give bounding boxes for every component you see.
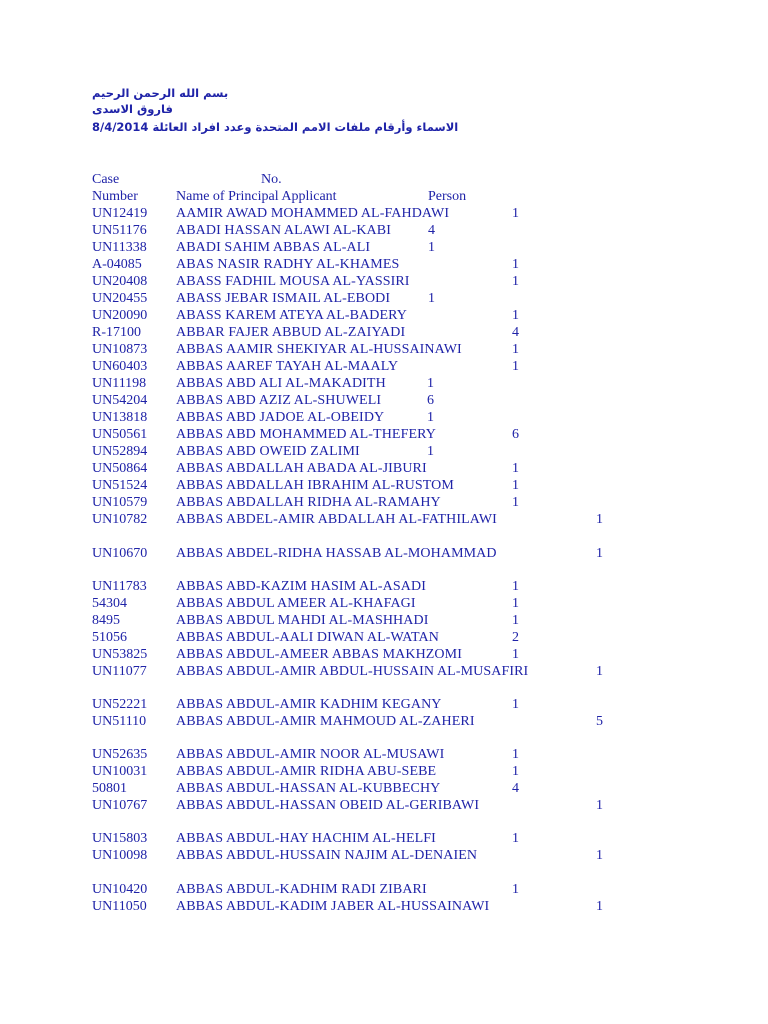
- case-number: UN52221: [92, 697, 148, 712]
- list-item: [0, 763, 768, 780]
- case-number: UN11198: [92, 376, 147, 391]
- person-count: 1: [512, 764, 519, 779]
- case-number: UN10873: [92, 342, 148, 357]
- applicant-name: ABADI SAHIM ABBAS AL-ALI: [176, 240, 371, 255]
- applicant-name: ABBAS ABD MOHAMMED AL-THEFERY: [176, 427, 436, 442]
- list-item: [0, 612, 768, 629]
- case-number: UN50864: [92, 461, 148, 476]
- applicant-name: ABBAS ABDUL-AMIR KADHIM KEGANY: [176, 697, 442, 712]
- list-item: [0, 797, 768, 814]
- case-number: UN10782: [92, 512, 148, 527]
- case-number: 54304: [92, 596, 127, 611]
- case-number: UN51176: [92, 223, 147, 238]
- list-item: [0, 578, 768, 595]
- case-number: UN51110: [92, 714, 147, 729]
- applicant-name: ABBAS ABD JADOE AL-OBEIDY: [176, 410, 385, 425]
- case-number: UN60403: [92, 359, 148, 374]
- case-number: UN52894: [92, 444, 148, 459]
- list-item: [0, 239, 768, 256]
- list-item: [0, 443, 768, 460]
- person-count: 1: [512, 461, 519, 476]
- person-count: 1: [427, 444, 434, 459]
- person-count: 1: [512, 274, 519, 289]
- person-count: 5: [596, 714, 603, 729]
- case-number: R-17100: [92, 325, 141, 340]
- applicant-name: ABBAS ABDUL-KADIM JABER AL-HUSSAINAWI: [176, 899, 490, 914]
- applicant-name: ABBAR FAJER ABBUD AL-ZAIYADI: [176, 325, 406, 340]
- applicant-name: ABBAS ABDALLAH ABADA AL-JIBURI: [176, 461, 427, 476]
- applicant-name: ABBAS ABDEL-RIDHA HASSAB AL-MOHAMMAD: [176, 546, 497, 561]
- applicant-name: ABASS JEBAR ISMAIL AL-EBODI: [176, 291, 391, 306]
- column-persons-header-line1: No.: [261, 172, 282, 187]
- list-item: [0, 663, 768, 680]
- person-count: 1: [512, 308, 519, 323]
- list-item: [0, 646, 768, 663]
- case-number: UN54204: [92, 393, 148, 408]
- person-count: 1: [428, 291, 435, 306]
- list-item: [0, 780, 768, 797]
- case-number: A-04085: [92, 257, 142, 272]
- applicant-name: ABBAS ABD ALI AL-MAKADITH: [176, 376, 386, 391]
- applicant-name: ABASS KAREM ATEYA AL-BADERY: [176, 308, 408, 323]
- list-item: [0, 746, 768, 763]
- person-count: 2: [512, 630, 519, 645]
- applicant-name: ABADI HASSAN ALAWI AL-KABI: [176, 223, 391, 238]
- author-name: فاروق الاسدى: [92, 102, 173, 116]
- person-count: 1: [512, 613, 519, 628]
- list-item: [0, 847, 768, 864]
- list-item: [0, 696, 768, 713]
- person-count: 1: [512, 579, 519, 594]
- person-count: 1: [512, 831, 519, 846]
- list-item: [0, 830, 768, 847]
- person-count: 4: [512, 781, 519, 796]
- list-item: [0, 273, 768, 290]
- person-count: 1: [512, 206, 519, 221]
- case-number: 8495: [92, 613, 120, 628]
- applicant-name: ABBAS ABDUL AMEER AL-KHAFAGI: [176, 596, 416, 611]
- list-item: [0, 256, 768, 273]
- case-number: 51056: [92, 630, 127, 645]
- applicant-name: ABASS FADHIL MOUSA AL-YASSIRI: [176, 274, 410, 289]
- case-number: UN20455: [92, 291, 148, 306]
- list-item: [0, 341, 768, 358]
- case-number: UN11077: [92, 664, 147, 679]
- applicant-name: ABBAS ABDUL-AMIR MAHMOUD AL-ZAHERI: [176, 714, 475, 729]
- person-count: 6: [512, 427, 519, 442]
- case-number: UN20090: [92, 308, 148, 323]
- person-count: 1: [596, 899, 603, 914]
- list-item: [0, 290, 768, 307]
- case-number: UN15803: [92, 831, 148, 846]
- case-number: UN11050: [92, 899, 147, 914]
- applicant-name: ABBAS ABDEL-AMIR ABDALLAH AL-FATHILAWI: [176, 512, 497, 527]
- person-count: 1: [596, 512, 603, 527]
- list-item: [0, 358, 768, 375]
- person-count: 1: [512, 747, 519, 762]
- applicant-name: ABBAS ABDUL-HASSAN OBEID AL-GERIBAWI: [176, 798, 480, 813]
- applicant-name: ABBAS ABDUL-AMIR ABDUL-HUSSAIN AL-MUSAFIRI: [176, 664, 529, 679]
- applicant-name: ABBAS AAMIR SHEKIYAR AL-HUSSAINAWI: [176, 342, 462, 357]
- case-number: UN52635: [92, 747, 148, 762]
- person-count: 1: [596, 546, 603, 561]
- list-item: [0, 595, 768, 612]
- case-number: UN10579: [92, 495, 148, 510]
- list-item: [0, 324, 768, 341]
- list-item: [0, 307, 768, 324]
- list-item: [0, 375, 768, 392]
- list-item: [0, 460, 768, 477]
- person-count: 4: [428, 223, 435, 238]
- list-item: [0, 898, 768, 915]
- person-count: 1: [428, 240, 435, 255]
- applicant-name: ABBAS ABDUL-KADHIM RADI ZIBARI: [176, 882, 427, 897]
- list-item: [0, 494, 768, 511]
- case-number: UN10767: [92, 798, 148, 813]
- person-count: 1: [512, 647, 519, 662]
- person-count: 1: [512, 596, 519, 611]
- document-title-line: [92, 119, 458, 135]
- applicant-name: ABBAS ABD OWEID ZALIMI: [176, 444, 360, 459]
- list-item: [0, 426, 768, 443]
- person-count: 1: [512, 697, 519, 712]
- list-item: [0, 629, 768, 646]
- case-number: UN10670: [92, 546, 148, 561]
- person-count: 1: [512, 257, 519, 272]
- applicant-name: ABBAS AAREF TAYAH AL-MAALY: [176, 359, 399, 374]
- column-case-header-line1: Case: [92, 172, 120, 187]
- case-number: 50801: [92, 781, 127, 796]
- column-name-header: Name of Principal Applicant: [176, 189, 337, 204]
- applicant-name: ABBAS ABDUL-AMIR RIDHA ABU-SEBE: [176, 764, 437, 779]
- applicant-name: ABBAS ABDUL MAHDI AL-MASHHADI: [176, 613, 429, 628]
- list-item: [0, 477, 768, 494]
- person-count: 1: [596, 798, 603, 813]
- case-number: UN50561: [92, 427, 148, 442]
- column-persons-header-line2: Person: [428, 189, 467, 204]
- basmala-line: بسم الله الرحمن الرحيم: [92, 86, 229, 100]
- person-count: 1: [512, 342, 519, 357]
- applicant-name: ABBAS ABDUL-HASSAN AL-KUBBECHY: [176, 781, 441, 796]
- case-number: UN10031: [92, 764, 148, 779]
- person-count: 4: [512, 325, 519, 340]
- list-item: [0, 222, 768, 239]
- person-count: 1: [512, 359, 519, 374]
- applicant-name: ABBAS ABDUL-AMEER ABBAS MAKHZOMI: [176, 647, 462, 662]
- column-case-header-line2: Number: [92, 189, 138, 204]
- person-count: 1: [512, 882, 519, 897]
- applicant-name: AAMIR AWAD MOHAMMED AL-FAHDAWI: [176, 206, 450, 221]
- person-count: 6: [427, 393, 434, 408]
- list-item: [0, 545, 768, 562]
- case-number: UN10420: [92, 882, 148, 897]
- case-number: UN51524: [92, 478, 148, 493]
- case-number: UN53825: [92, 647, 148, 662]
- case-number: UN11338: [92, 240, 147, 255]
- applicant-name: ABBAS ABD AZIZ AL-SHUWELI: [176, 393, 382, 408]
- applicant-name: ABBAS ABDUL-HAY HACHIM AL-HELFI: [176, 831, 436, 846]
- person-count: 1: [596, 848, 603, 863]
- person-count: 1: [512, 495, 519, 510]
- person-count: 1: [596, 664, 603, 679]
- applicant-name: ABBAS ABDUL-AMIR NOOR AL-MUSAWI: [176, 747, 445, 762]
- applicant-name: ABAS NASIR RADHY AL-KHAMES: [176, 257, 400, 272]
- list-item: [0, 713, 768, 730]
- case-number: UN10098: [92, 848, 148, 863]
- list-item: [0, 881, 768, 898]
- case-number: UN20408: [92, 274, 148, 289]
- list-item: [0, 511, 768, 528]
- applicant-name: ABBAS ABDALLAH IBRAHIM AL-RUSTOM: [176, 478, 454, 493]
- list-item: [0, 205, 768, 222]
- person-count: 1: [427, 376, 434, 391]
- person-count: 1: [512, 478, 519, 493]
- applicant-name: ABBAS ABDUL-AALI DIWAN AL-WATAN: [176, 630, 439, 645]
- person-count: 1: [427, 410, 434, 425]
- applicant-name: ABBAS ABDUL-HUSSAIN NAJIM AL-DENAIEN: [176, 848, 478, 863]
- applicant-name: ABBAS ABDALLAH RIDHA AL-RAMAHY: [176, 495, 441, 510]
- document-date: 8/4/2014: [92, 120, 149, 134]
- document-title: الاسماء وأرقام ملفات الامم المتحدة وعدد افراد العائلة: [152, 120, 459, 134]
- case-number: UN13818: [92, 410, 148, 425]
- applicant-name: ABBAS ABD-KAZIM HASIM AL-ASADI: [176, 579, 426, 594]
- list-item: [0, 409, 768, 426]
- list-item: [0, 392, 768, 409]
- case-number: UN12419: [92, 206, 148, 221]
- case-number: UN11783: [92, 579, 147, 594]
